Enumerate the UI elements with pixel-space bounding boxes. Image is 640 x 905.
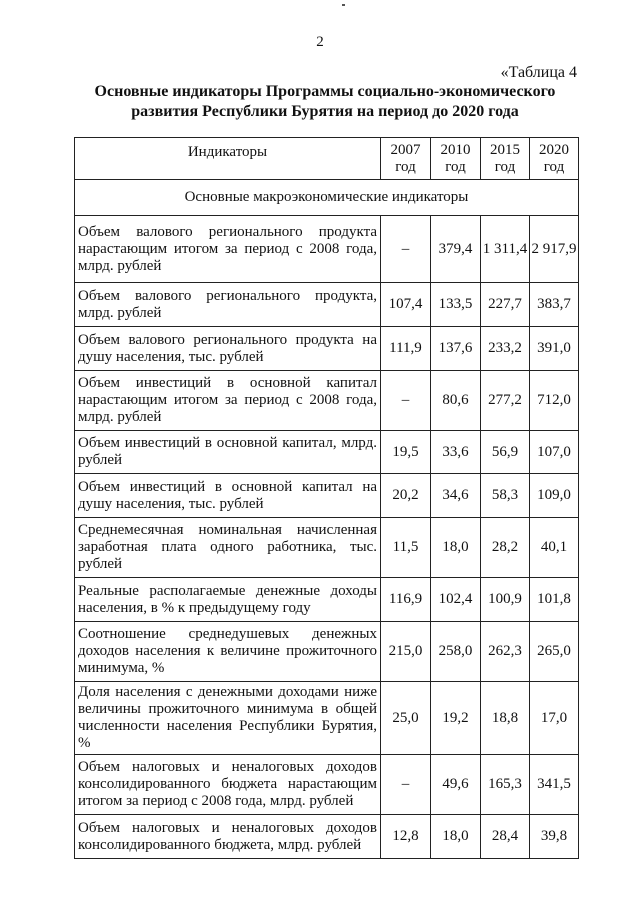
- value-2010: 133,5: [431, 283, 481, 327]
- table-title: Основные индикаторы Программы социально-экономического развития Республики Бурятия на период до 2020 года: [94, 83, 556, 120]
- header-unit: год: [395, 159, 416, 175]
- header-unit: год: [494, 159, 516, 175]
- value-2007: 20,2: [381, 474, 431, 518]
- value-2015: 262,3: [481, 622, 530, 682]
- value-2007: –: [381, 371, 431, 431]
- value-2020: 107,0: [530, 431, 579, 474]
- value-2015: 28,4: [481, 815, 530, 859]
- value-2010: 34,6: [431, 474, 481, 518]
- header-year: 2015: [490, 142, 520, 158]
- indicator-cell: Объем валового регионального продукта на душу населения, тыс. рублей: [75, 327, 381, 371]
- value-2010: 18,0: [431, 815, 481, 859]
- indicator-cell: Объем инвестиций в основной капитал, млрд. рублей: [75, 431, 381, 474]
- table-row: [75, 431, 579, 474]
- value-2020: 2 917,9: [530, 216, 579, 283]
- value-2010: 33,6: [431, 431, 481, 474]
- value-2010: 379,4: [431, 216, 481, 283]
- table-row: [75, 755, 579, 815]
- header-year-2020: [530, 138, 579, 180]
- indicator-cell: Объем инвестиций в основной капитал нарастающим итогом за период с 2008 года, млрд. рублей: [75, 371, 381, 431]
- value-2007: 111,9: [381, 327, 431, 371]
- table-label: «Таблица 4: [500, 64, 577, 81]
- value-2010: 18,0: [431, 518, 481, 578]
- indicator-cell: Объем налоговых и неналоговых доходов консолидированного бюджета нарастающим итогом за период с 2008 года, млрд. рублей: [75, 755, 381, 815]
- indicator-cell: Объем валового регионального продукта нарастающим итогом за период с 2008 года, млрд. рублей: [75, 216, 381, 283]
- indicator-cell: Объем инвестиций в основной капитал на душу населения, тыс. рублей: [75, 474, 381, 518]
- header-unit: год: [543, 159, 565, 175]
- table-header-row: [75, 138, 579, 180]
- section-row: [75, 180, 579, 216]
- value-2020: 383,7: [530, 283, 579, 327]
- header-year: 2020: [539, 142, 569, 158]
- value-2020: 391,0: [530, 327, 579, 371]
- indicator-cell: Объем валового регионального продукта, млрд. рублей: [75, 283, 381, 327]
- value-2015: 18,8: [481, 682, 530, 755]
- value-2020: 17,0: [530, 682, 579, 755]
- indicators-table: [74, 137, 579, 859]
- indicator-cell: Доля населения с денежными доходами ниже величины прожиточного минимума в общей численности населения Республики Бурятия, %: [75, 682, 381, 755]
- value-2007: 19,5: [381, 431, 431, 474]
- header-indicators: Индикаторы: [75, 138, 381, 180]
- value-2020: 712,0: [530, 371, 579, 431]
- table-row: [75, 283, 579, 327]
- table-row: [75, 327, 579, 371]
- value-2010: 102,4: [431, 578, 481, 622]
- indicator-cell: Объем налоговых и неналоговых доходов консолидированного бюджета, млрд. рублей: [75, 815, 381, 859]
- table-row: [75, 682, 579, 755]
- value-2020: 265,0: [530, 622, 579, 682]
- table-row: [75, 216, 579, 283]
- header-year-2007: [381, 138, 431, 180]
- indicator-cell: Среднемесячная номинальная начисленная заработная плата одного работника, тыс. рублей: [75, 518, 381, 578]
- indicator-cell: Реальные располагаемые денежные доходы населения, в % к предыдущему году: [75, 578, 381, 622]
- value-2007: –: [381, 755, 431, 815]
- value-2007: 12,8: [381, 815, 431, 859]
- value-2010: 80,6: [431, 371, 481, 431]
- value-2020: 109,0: [530, 474, 579, 518]
- value-2015: 227,7: [481, 283, 530, 327]
- scan-mark: [342, 4, 345, 6]
- table-row: [75, 474, 579, 518]
- value-2010: 49,6: [431, 755, 481, 815]
- value-2010: 258,0: [431, 622, 481, 682]
- value-2010: 19,2: [431, 682, 481, 755]
- value-2020: 341,5: [530, 755, 579, 815]
- indicator-cell: Соотношение среднедушевых денежных доходов населения к величине прожиточного минимума, %: [75, 622, 381, 682]
- table-row: [75, 518, 579, 578]
- value-2015: 165,3: [481, 755, 530, 815]
- value-2007: 215,0: [381, 622, 431, 682]
- table-row: [75, 622, 579, 682]
- value-2015: 100,9: [481, 578, 530, 622]
- header-year-2015: [481, 138, 530, 180]
- value-2020: 40,1: [530, 518, 579, 578]
- value-2010: 137,6: [431, 327, 481, 371]
- value-2015: 58,3: [481, 474, 530, 518]
- value-2020: 101,8: [530, 578, 579, 622]
- table-row: [75, 578, 579, 622]
- value-2015: 233,2: [481, 327, 530, 371]
- header-year: 2010: [440, 142, 471, 158]
- header-unit: год: [445, 159, 466, 175]
- header-year-2010: [431, 138, 481, 180]
- section-title: Основные макроэкономические индикаторы: [75, 180, 579, 216]
- value-2007: 11,5: [381, 518, 431, 578]
- value-2007: –: [381, 216, 431, 283]
- value-2007: 116,9: [381, 578, 431, 622]
- value-2007: 107,4: [381, 283, 431, 327]
- page-number: 2: [316, 34, 324, 50]
- header-year: 2007: [390, 142, 421, 158]
- table-row: [75, 371, 579, 431]
- value-2015: 277,2: [481, 371, 530, 431]
- value-2007: 25,0: [381, 682, 431, 755]
- value-2015: 56,9: [481, 431, 530, 474]
- value-2015: 28,2: [481, 518, 530, 578]
- value-2015: 1 311,4: [481, 216, 530, 283]
- value-2020: 39,8: [530, 815, 579, 859]
- table-row: [75, 815, 579, 859]
